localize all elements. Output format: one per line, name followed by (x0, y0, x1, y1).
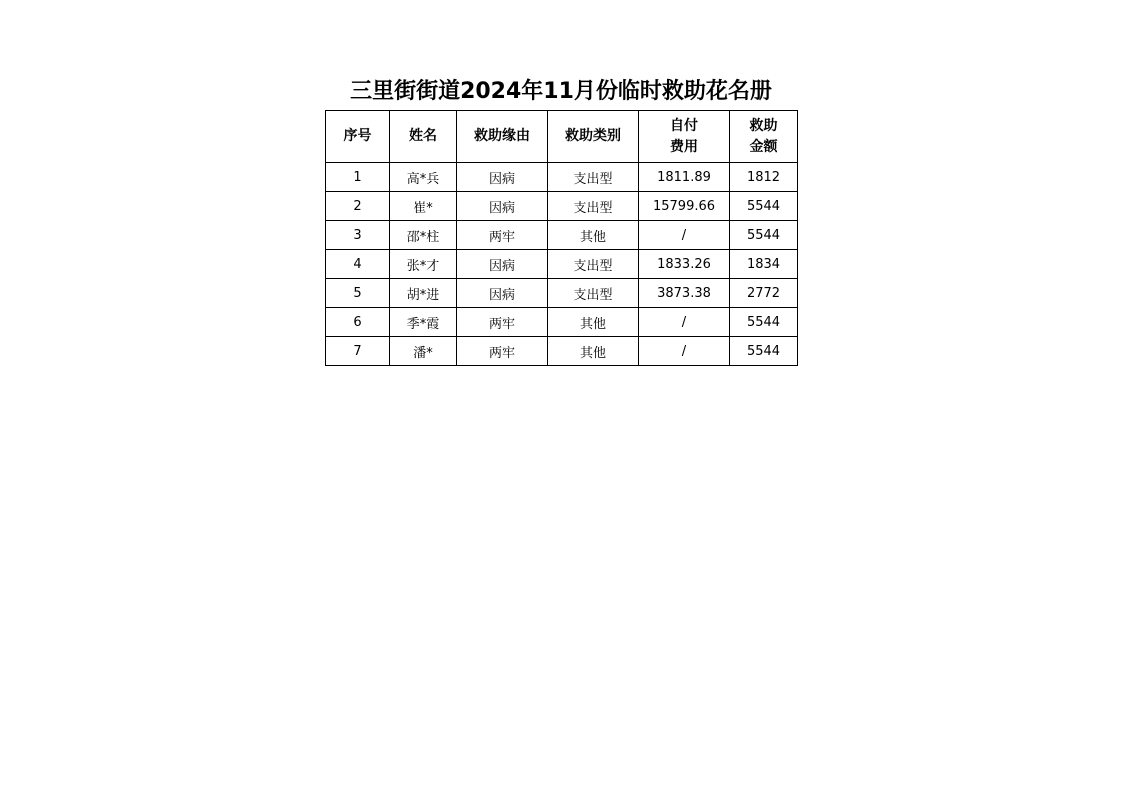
table-row (326, 163, 798, 192)
cell-amount: 5544 (730, 337, 798, 366)
cell-self-paid: / (639, 337, 730, 366)
table-row (326, 308, 798, 337)
cell-index: 2 (326, 192, 390, 221)
cell-amount: 1812 (730, 163, 798, 192)
header-amount-line2: 金额 (749, 138, 778, 155)
cell-amount: 5544 (730, 192, 798, 221)
cell-name: 崔* (390, 192, 457, 221)
cell-reason: 两牢 (457, 337, 548, 366)
cell-amount: 1834 (730, 250, 798, 279)
cell-reason: 因病 (457, 163, 548, 192)
cell-index: 7 (326, 337, 390, 366)
document-title: 三里街街道2024年11月份临时救助花名册 (350, 79, 772, 104)
cell-name: 潘* (390, 337, 457, 366)
cell-category: 支出型 (548, 250, 639, 279)
cell-category: 支出型 (548, 279, 639, 308)
cell-amount: 2772 (730, 279, 798, 308)
cell-index: 1 (326, 163, 390, 192)
header-amount (730, 111, 798, 163)
header-reason: 救助缘由 (457, 111, 548, 163)
cell-self-paid: 1833.26 (639, 250, 730, 279)
cell-self-paid: 1811.89 (639, 163, 730, 192)
header-self-paid-line1: 自付 (670, 117, 698, 134)
table-header (326, 111, 798, 163)
cell-self-paid: 15799.66 (639, 192, 730, 221)
header-index: 序号 (326, 111, 390, 163)
cell-category: 支出型 (548, 163, 639, 192)
header-self-paid (639, 111, 730, 163)
cell-index: 3 (326, 221, 390, 250)
cell-reason: 因病 (457, 192, 548, 221)
cell-self-paid: 3873.38 (639, 279, 730, 308)
cell-name: 季*霞 (390, 308, 457, 337)
cell-reason: 因病 (457, 250, 548, 279)
cell-category: 其他 (548, 337, 639, 366)
cell-index: 6 (326, 308, 390, 337)
table-body (326, 163, 798, 366)
cell-amount: 5544 (730, 308, 798, 337)
header-name: 姓名 (390, 111, 457, 163)
cell-category: 其他 (548, 221, 639, 250)
cell-category: 支出型 (548, 192, 639, 221)
cell-category: 其他 (548, 308, 639, 337)
header-self-paid-line2: 费用 (670, 138, 698, 155)
table-row (326, 250, 798, 279)
cell-name: 张*才 (390, 250, 457, 279)
header-category: 救助类别 (548, 111, 639, 163)
cell-name: 邵*柱 (390, 221, 457, 250)
table-row (326, 221, 798, 250)
cell-index: 5 (326, 279, 390, 308)
cell-name: 高*兵 (390, 163, 457, 192)
relief-roster-table (325, 110, 798, 366)
cell-reason: 两牢 (457, 221, 548, 250)
header-amount-line1: 救助 (749, 117, 778, 134)
cell-reason: 两牢 (457, 308, 548, 337)
table-row (326, 192, 798, 221)
cell-index: 4 (326, 250, 390, 279)
cell-amount: 5544 (730, 221, 798, 250)
table-row (326, 337, 798, 366)
cell-name: 胡*进 (390, 279, 457, 308)
table-row (326, 279, 798, 308)
cell-self-paid: / (639, 221, 730, 250)
header-row (326, 111, 798, 163)
cell-reason: 因病 (457, 279, 548, 308)
cell-self-paid: / (639, 308, 730, 337)
